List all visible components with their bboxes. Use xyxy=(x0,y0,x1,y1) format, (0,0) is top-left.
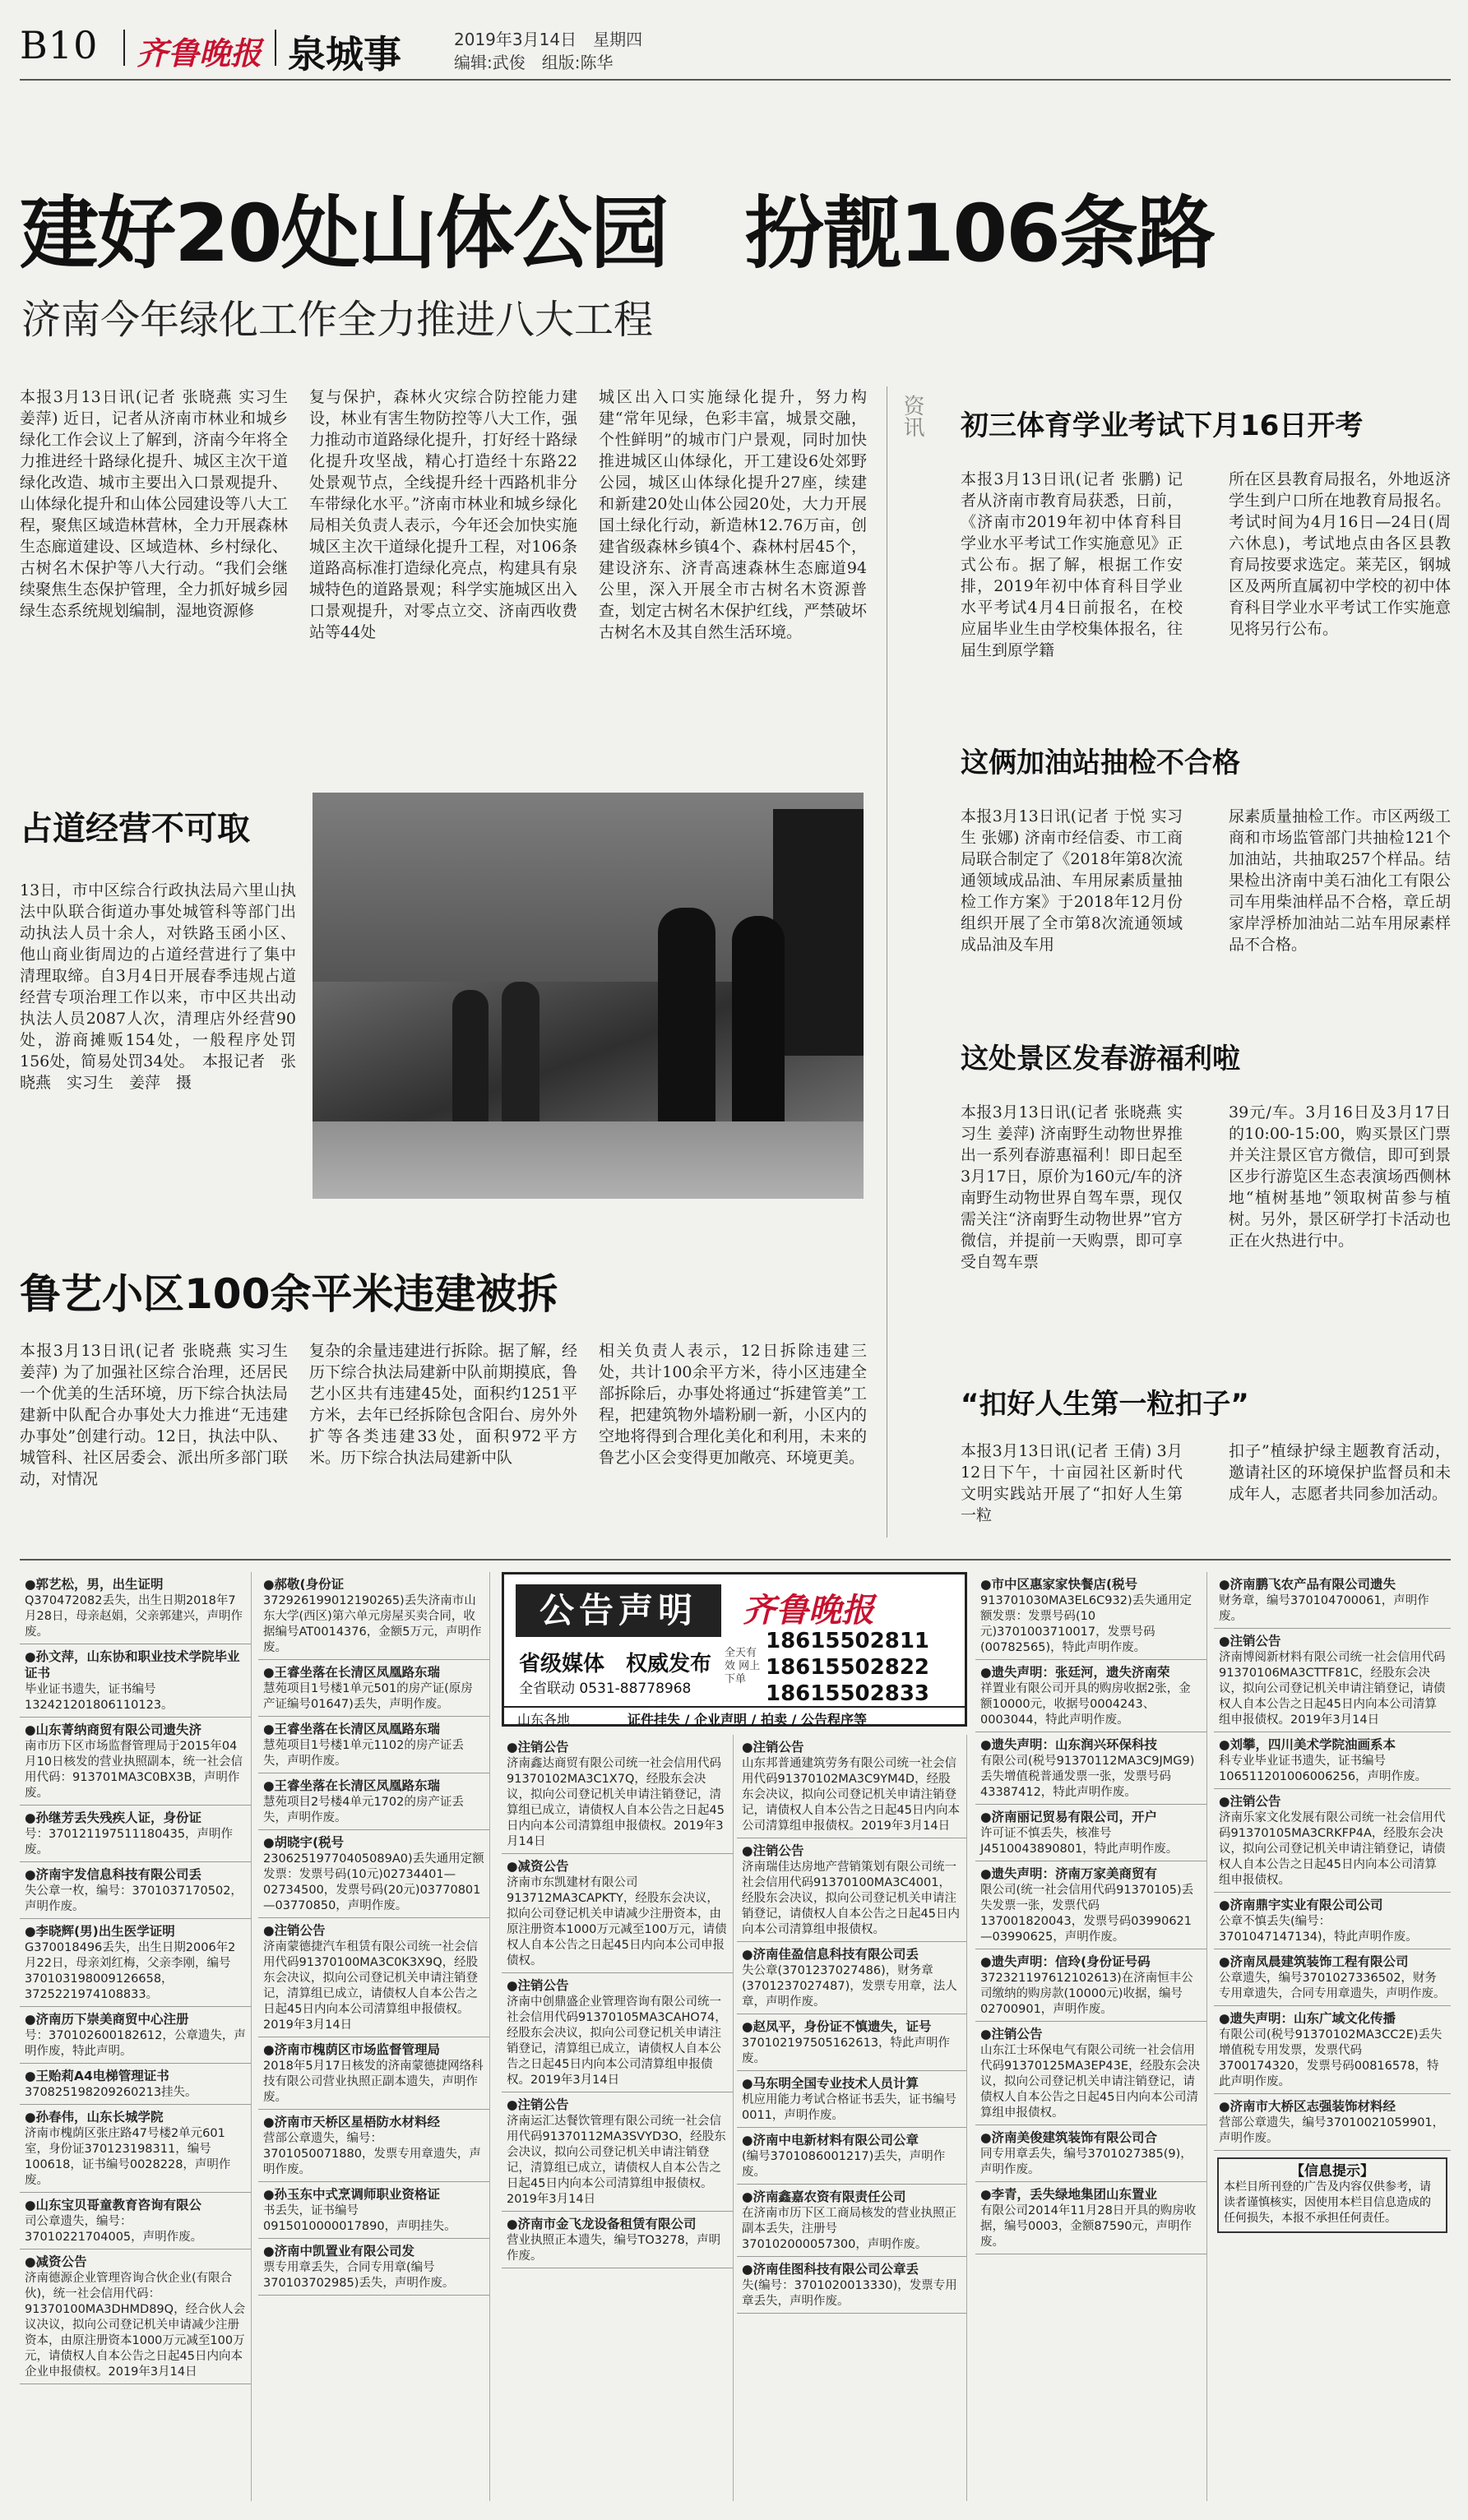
classified-ad xyxy=(737,2257,966,2314)
photo-ground xyxy=(313,1121,864,1199)
classified-ad xyxy=(975,2022,1206,2125)
classified-ad xyxy=(1214,1789,1451,1893)
classified-ad-title: ●遗失声明：信玲(身份证号码 xyxy=(980,1954,1151,1969)
classified-ad xyxy=(737,2185,966,2257)
photo-figure xyxy=(658,908,715,1138)
classified-ad-body: 370825198209260213挂失。 xyxy=(25,2086,197,2099)
classified-ad-title: ●注销公告 xyxy=(507,2097,569,2112)
classified-ad-title: ●济南凤晨建筑装饰工程有限公司 xyxy=(1219,1954,1409,1969)
classified-ad-title: ●注销公告 xyxy=(980,2027,1043,2041)
lead-col-1: 本报3月13日讯(记者 张晓燕 实习生 姜萍) 近日，记者从济南市林业和城乡绿化工作会议上了解到，济南今年将全力推进经十路绿化提升、城区主次干道绿化改造、城市主要出入口景观提升、山体绿化提升和山体公园建设等八大工程，聚焦区域造林营林，全力开展森林生态廊道建设、区域造林、乡村绿化、古树名木保护等八大行动。“我们会继续聚焦生态保护管理，全力抓好城乡园绿生态系统规划编制，湿地资源修 xyxy=(20,388,288,620)
classified-ad-title: ●注销公告 xyxy=(742,1740,804,1755)
classified-ad xyxy=(20,1572,251,1644)
classified-ad-title: ●济南美俊建筑装饰有限公司合 xyxy=(980,2130,1158,2145)
lead-subhead: 济南今年绿化工作全力推进八大工程 xyxy=(21,297,654,343)
classified-ad-title: ●减资公告 xyxy=(507,1859,569,1874)
classified-ad xyxy=(20,1919,251,2007)
classified-ad-title: ●王睿坐落在长清区凤凰路东瑞 xyxy=(263,1778,441,1793)
classified-ad xyxy=(1214,2094,1451,2151)
classified-ad-title: ●遗失声明：张廷河，遗失济南荣 xyxy=(980,1665,1170,1680)
classified-ad-title: ●注销公告 xyxy=(507,1978,569,1993)
luyi-col-2: 复杂的余量违建进行拆除。据了解，经历下综合执法局建新中队前期摸底，鲁艺小区共有违建45处，面积约1251平方米，去年已经拆除包含阳台、房外外扩等各类违建33处，面积972平方米。历下综合执法局建新中队 xyxy=(309,1342,577,1467)
classified-ad-title: ●注销公告 xyxy=(742,1843,804,1858)
paper-logo: 齐鲁晚报 xyxy=(137,35,262,72)
classified-ad-body: 23062519770405089A0)丢失通用定额发票：发票号码(10元)02734401—02734500，发票号码(20元)03770801—03770850，声明作废。 xyxy=(263,1852,484,1912)
classified-ad-body: 失公章一枚，编号：3701037170502，声明作废。 xyxy=(25,1884,243,1913)
classified-ad-body: 有限公司(税号91370102MA3CC2E)丢失增值税专用发票，发票代码3700174320，发票号码00816578，特此声明作废。 xyxy=(1219,2028,1443,2088)
sidebar-item-3-col-1: 本报3月13日讯(记者 张晓燕 实习生 姜萍) 济南野生动物世界推出一系列春游惠福利！即日起至3月17日，原价为160元/车的济南野生动物世界自驾车票，现仅需关注“济南野生动物世界”官方微信，并提前一天购票，即可享受自驾车票 xyxy=(961,1103,1183,1271)
classified-ad-body: 慧苑项目2号楼4单元1702的房产证丢失，声明作废。 xyxy=(263,1796,464,1824)
classified-ad xyxy=(975,1805,1206,1861)
classified-ad xyxy=(502,2092,733,2212)
sidebar-item-1-col-2: 所在区县教育局报名，外地返济学生到户口所在地教育局报名。考试时间为4月16日—24日(周六休息)，考试地点由各区县教育局按要求选定。莱芜区，钢城区及两所直属初中学校的初中体育科目学业水平考试工作实施意见将另行公布。 xyxy=(1229,470,1451,638)
classified-ad-body: 书丢失，证书编号0915010000017890，声明挂失。 xyxy=(263,2204,456,2233)
classified-ad-body: 济南乐家文化发展有限公司统一社会信用代码91370105MA3CRKFP4A，经股东会决议，拟向公司登记机关申请注销登记，请债权人自本公告之日起45日内向本公司清算组申报债权。 xyxy=(1219,1811,1446,1887)
classified-ad-body: 372321197612102613)在济南恒丰公司缴纳的购房款(10000元)收据，编号02700901，声明作废。 xyxy=(980,1972,1193,2016)
classified-ad-title: ●济南鹏飞农产品有限公司遗失 xyxy=(1219,1577,1396,1592)
classified-ad-body: 370102197505162613，特此声明作废。 xyxy=(742,2037,951,2065)
classified-column-3 xyxy=(502,1735,734,2501)
classified-ad-title: ●孙玉东中式烹调师职业资格证 xyxy=(263,2187,441,2202)
classified-ad-body: 许可证不慎丢失，核准号J4510043890801，特此声明作废。 xyxy=(980,1827,1179,1856)
banner-phone-1: 18615502811 xyxy=(766,1629,929,1653)
classified-ad-body: 公章不慎丢失(编号：3701047147134)，特此声明作废。 xyxy=(1219,1915,1418,1944)
classified-ad-title: ●济南市大桥区志强装饰材料经 xyxy=(1219,2099,1396,2114)
masthead-divider xyxy=(275,30,276,66)
classified-ad-title: ●马东明全国专业技术人员计算 xyxy=(742,2076,919,2091)
classified-ad-body: 公章遗失，编号3701027336502，财务专用章遗失，合同专用章遗失，声明作废。 xyxy=(1219,1972,1446,2000)
classified-ad-body: 济南中创鼎盛企业管理咨询有限公司统一社会信用代码91370105MA3CAHO74，经股东会决议，拟向公司登记机关申请注销登记，清算组已成立，请债权人自本公告之日起45日内向本公司清算组申报债权。2019年3月14日 xyxy=(507,1995,727,2087)
classified-ad xyxy=(975,2125,1206,2182)
classified-ad xyxy=(20,2105,251,2193)
classified-ad xyxy=(258,1773,489,1830)
sidebar-item-4-col-1: 本报3月13日讯(记者 王倩) 3月12日下午，十亩园社区新时代文明实践站开展了“扣好人生第一粒 xyxy=(961,1442,1183,1524)
info-box xyxy=(1217,2157,1447,2233)
sidebar-item-2-col-1: 本报3月13日讯(记者 于悦 实习生 张娜) 济南市经信委、市工商局联合制定了《2018年第8次流通领域成品油、车用尿素质量抽检工作方案》于2018年12月份组织开展了全市第8次流通领域成品油及车用 xyxy=(961,807,1183,954)
classified-ad-title: ●注销公告 xyxy=(263,1923,326,1938)
classified-ad xyxy=(258,1830,489,1918)
classified-ad xyxy=(1214,1572,1451,1629)
classified-ad-body: 营业执照正本遗失，编号TO3278，声明作废。 xyxy=(507,2234,721,2263)
classified-ad-title: ●遗失声明：山东润兴环保科技 xyxy=(980,1737,1158,1752)
classified-ad-body: 祥置业有限公司开具的购房收据2张，金额10000元，收据号0004243、0003044，特此声明作废。 xyxy=(980,1682,1191,1727)
classified-ad-title: ●王贻莉A4电梯管理证书 xyxy=(25,2069,169,2083)
classified-ad-body: 票专用章丢失，合同专用章(编号370103702985)丢失，声明作废。 xyxy=(263,2261,455,2290)
classified-ad-title: ●李青，丢失绿地集团山东置业 xyxy=(980,2187,1158,2202)
classified-ad xyxy=(258,2110,489,2182)
classified-ad-title: ●孙继芳丢失残疾人证，身份证 xyxy=(25,1810,202,1825)
classified-ad-body: 慧苑项目1号楼1单元501的房产证(原房产证编号01647)丢失，声明作废。 xyxy=(263,1682,473,1711)
sidebar-headline-1: 初三体育学业考试下月16日开考 xyxy=(961,409,1364,442)
classified-ad xyxy=(975,1660,1206,1732)
classified-ad xyxy=(20,1718,251,1806)
classified-ad-body: 号：370102600182612，公章遗失，声明作废，特此声明。 xyxy=(25,2029,246,2058)
classified-ad-title: ●遗失声明：济南万家美商贸有 xyxy=(980,1866,1158,1881)
classified-ad-body: 913701030MA3EL6C932)丢失通用定额发票：发票号码(10元)3701003710017，发票号码(00782565)，特此声明作废。 xyxy=(980,1594,1192,1654)
banner-phone-2: 18615502822 xyxy=(766,1655,929,1680)
masthead xyxy=(20,20,1451,77)
classified-column-1 xyxy=(20,1572,252,2501)
classified-ad-title: ●胡晓宇(税号 xyxy=(263,1835,345,1850)
classified-ad xyxy=(20,2250,251,2384)
classified-ad-body: 科专业毕业证书遗失，证书编号106511201006006256，声明作废。 xyxy=(1219,1755,1428,1783)
banner-tags: 全天有效 网上下单 xyxy=(725,1647,761,1685)
classified-ad-body: 济南鑫达商贸有限公司统一社会信用代码91370102MA3C1X7Q，经股东会决议，拟向公司登记机关申请注销登记，清算组已成立，请债权人自本公告之日起45日内向本公司清算组申报债权。2019年3月14日 xyxy=(507,1757,725,1848)
classified-ad-body: 司公章遗失，编号：37010221704005，声明作废。 xyxy=(25,2215,203,2244)
classified-ad xyxy=(258,2037,489,2110)
classified-ad xyxy=(737,1838,966,1942)
classified-ad xyxy=(20,2193,251,2250)
classified-ad xyxy=(737,1735,966,1838)
info-box-title: 【信息提示】 xyxy=(1290,2163,1374,2180)
classified-ad-title: ●济南历下崇美商贸中心注册 xyxy=(25,2012,189,2027)
page-number: B10 xyxy=(20,23,99,67)
lead-col-2: 复与保护，森林火灾综合防控能力建设，林业有害生物防控等八大工作，强力推动市道路绿化提升，打好经十路绿化提升攻坚战，精心打造经十东路22处景观节点，全线提升经十西路机非分车带绿化水平。”济南市林业和城乡绿化局相关负责人表示，今年还会加快实施城区主次干道绿化提升工程，对106条道路高标准打造绿化亮点，构建具有泉城特色的道路景观；科学实施城区出入口景观提升，对零点立交、济南西收费站等44处 xyxy=(309,388,577,641)
classified-ad xyxy=(258,2239,489,2296)
luyi-headline: 鲁艺小区100余平米违建被拆 xyxy=(20,1270,558,1318)
classified-ad-body: 2018年5月17日核发的济南蒙德捷网络科技有限公司营业执照正副本遗失，声明作废。 xyxy=(263,2060,484,2104)
classified-ad-title: ●济南市天桥区星梧防水材料经 xyxy=(263,2115,441,2129)
classified-ad-title: ●遗失声明：山东广域文化传播 xyxy=(1219,2011,1396,2026)
classified-ad-title: ●济南市槐荫区市场监督管理局 xyxy=(263,2042,441,2057)
classified-ad-body: 营部公章遗失，编号37010021059901，声明作废。 xyxy=(1219,2116,1445,2145)
classified-ad-title: ●减资公告 xyxy=(25,2254,87,2269)
classified-ad-body: 慧苑项目1号楼1单元1102的房产证丢失，声明作废。 xyxy=(263,1739,464,1768)
sidebar-item-2-col-2: 尿素质量抽检工作。市区两级工商和市场监管部门共抽检121个加油站，共抽取257个样品。结果检出济南中美石油化工有限公司车用柴油样品不合格，章丘胡家岸浮桥加油站二站车用尿素样品不合格。 xyxy=(1229,807,1451,954)
zhandao-headline: 占道经营不可取 xyxy=(20,810,250,848)
classified-ad-title: ●注销公告 xyxy=(1219,1794,1281,1809)
masthead-rule xyxy=(20,79,1451,81)
classified-ad-body: 济南市槐荫区张庄路47号楼2单元601室，身份证370123198311，编号100618，证书编号0028228，声明作废。 xyxy=(25,2127,231,2187)
lead-col-3: 城区出入口实施绿化提升，努力构建“常年见绿，色彩丰富，城景交融，个性鲜明”的城市门户景观，同时加快推进城区山体绿化，开工建设6处郊野公园，城区山体绿化提升27座，续建和新建20处山体公园20处，大力开展国土绿化行动，新造林12.76万亩，创建省级森林乡镇4个、森林村居45个，建设济东、济青高速森林生态廊道94公里，深入开展全市古树名木资源普查，划定古树名木保护红线，严禁破坏古树名木及其自然生活环境。 xyxy=(599,388,867,641)
classified-ad xyxy=(737,1942,966,2014)
sidebar-item-1-col-1: 本报3月13日讯(记者 张鹏) 记者从济南市教育局获悉，日前，《济南市2019年初中体育科目学业水平考试工作实施意见》正式公布。据了解，根据工作安排，2019年初中体育科目学业水平考试4月4日前报名，在校应届毕业生由学校集体报名，往届生到原学籍 xyxy=(961,470,1183,659)
classified-ad xyxy=(20,1644,251,1718)
classified-ad-title: ●赵凤平，身份证不慎遗失，证号 xyxy=(742,2019,932,2034)
classified-ad xyxy=(258,1918,489,2037)
classified-ad xyxy=(258,1717,489,1773)
classified-ad-body: 营部公章遗失，编号：3701050071880，发票专用章遗失，声明作废。 xyxy=(263,2132,481,2176)
photo-figure xyxy=(502,982,540,1130)
classified-ad-title: ●济南中凯置业有限公司发 xyxy=(263,2244,415,2259)
classified-ad-title: ●注销公告 xyxy=(507,1740,569,1755)
sidebar-item-4-col-2: 扣子”植绿护绿主题教育活动，邀请社区的环境保护监督员和未成年人，志愿者共同参加活动。 xyxy=(1229,1442,1451,1503)
photo-shutter xyxy=(773,809,864,1056)
sidebar-headline-2: 这俩加油站抽检不合格 xyxy=(961,747,1240,779)
classified-ad-title: ●孙春伟，山东长城学院 xyxy=(25,2110,164,2125)
classified-ad-body: 山东邦普通建筑劳务有限公司统一社会信用代码91370102MA3C9YM4D，经股东会决议，拟向公司登记机关申请注销登记，请债权人自本公告之日起45日内向本公司清算组申报债权。2019年3月14日 xyxy=(742,1757,960,1833)
enforcement-photo xyxy=(313,793,864,1199)
classified-ad-title: ●济南鼎宇实业有限公司公司 xyxy=(1219,1898,1383,1912)
classified-ad-body: 号：370121197511180435，声明作废。 xyxy=(25,1828,234,1856)
classified-ad-body: 有限公司2014年11月28日开具的购房收据，编号0003，金额87590元，声明作废。 xyxy=(980,2204,1197,2249)
classified-ad xyxy=(975,1949,1206,2022)
classified-ad-body: 济南瑞佳达房地产营销策划有限公司统一社会信用代码91370100MA3C4001，经股东会决议，拟向公司登记机关申请注销登记，请债权人自本公告之日起45日内向本公司清算组申报债权。 xyxy=(742,1861,960,1936)
classified-ad xyxy=(1214,1732,1451,1789)
banner-title-box xyxy=(516,1584,721,1637)
classified-ad-body: 失(编号：3701020013330)，发票专用章丢失，声明作废。 xyxy=(742,2279,957,2308)
classified-ad-title: ●郭艺松，男，出生证明 xyxy=(25,1577,164,1592)
classified-ad-title: ●山东菁纳商贸有限公司遗失济 xyxy=(25,1722,202,1737)
classified-ad-title: ●郝敬(身份证 xyxy=(263,1577,345,1592)
luyi-col-1: 本报3月13日讯(记者 张晓燕 实习生 姜萍) 为了加强社区综合治理，还居民一个优美的生活环境，历下综合执法局建新中队配合办事处大力推进“无违建办事处”创建行动。12日，执法中队、城管科、社区居委会、派出所多部门联动，对情况 xyxy=(20,1342,288,1488)
classified-ad xyxy=(258,1572,489,1660)
classified-ad xyxy=(975,2182,1206,2254)
classified-ad-body: 失公章(3701237027486)，财务章(3701237027487)，发票专用章，法人章，声明作废。 xyxy=(742,1964,957,2009)
classified-ad-title: ●济南市金飞龙设备租赁有限公司 xyxy=(507,2217,697,2231)
banner-title: 公告声明 xyxy=(539,1590,697,1630)
classified-ad-body: 372926199012190265)丢失济南市山东大学(西区)第六单元房屋买卖合同，收据编号AT0014376，金额5万元，声明作废。 xyxy=(263,1594,482,1654)
classified-ad xyxy=(20,1862,251,1919)
sidebar-item-3-col-2: 39元/车。3月16日及3月17日的10:00-15:00，购买景区门票并关注景区官方微信，即可到景区步行游览区生态表演场西侧林地“植树基地”领取树苗参与植树。另外，景区研学打卡活动也正在火热进行中。 xyxy=(1229,1103,1451,1250)
classified-ad-body: 济南博阅新材料有限公司统一社会信用代码91370106MA3CTTF81C，经股东会决议，拟向公司登记机关申请注销登记，请债权人自本公告之日起45日内向本公司清算组申报债权。2019年3月14日 xyxy=(1219,1651,1446,1727)
classified-column-4 xyxy=(737,1735,967,2501)
classified-ad-title: ●济南宇发信息科技有限公司丢 xyxy=(25,1867,202,1882)
classified-ad-body: 济南运汇达餐饮管理有限公司统一社会信用代码91370112MA3SVYD3O，经股东会决议，拟向公司登记机关申请注销登记，清算组已成立，请债权人自本公告之日起45日内向本公司清算组申报债权。2019年3月14日 xyxy=(507,2115,726,2206)
classified-ad-title: ●济南丽记贸易有限公司，开户 xyxy=(980,1810,1158,1824)
banner-hotline: 全省联动 0531-88778968 xyxy=(519,1681,692,1697)
banner-paper-logo: 齐鲁晚报 xyxy=(743,1591,874,1630)
classified-ad xyxy=(1214,1893,1451,1949)
banner-footer xyxy=(504,1706,965,1727)
classified-ad xyxy=(20,2007,251,2064)
classified-ad-title: ●济南中电新材料有限公司公章 xyxy=(742,2133,919,2148)
photo-figure xyxy=(732,916,785,1138)
zhandao-body: 13日，市中区综合行政执法局六里山执法中队联合街道办事处城管科等部门出动执法人员十余人，对铁路玉函小区、他山商业街周边的占道经营进行了集中清理取缔。自3月4日开展春季违规占道经营专项治理工作以来，市中区共出动执法人员2087人次，清理店外经营90处，游商摊贩154处，一般程序处罚156处，简易处罚34处。 本报记者 张晓燕 实习生 姜萍 摄 xyxy=(20,881,296,1092)
classifieds-rule xyxy=(20,1559,1451,1561)
classified-ad-title: ●李晓辉(男)出生医学证明 xyxy=(25,1924,175,1939)
classified-ad xyxy=(258,2182,489,2239)
classified-ad xyxy=(975,1732,1206,1805)
classified-ad-title: ●孙文萍，山东协和职业技术学院毕业证书 xyxy=(25,1649,240,1681)
classified-ad xyxy=(975,1572,1206,1660)
info-box-body: 本栏目所刊登的广告及内容仅供参考，请读者谨慎核实，因使用本栏目信息造成的任何损失，本报不承担任何责任。 xyxy=(1224,2180,1431,2225)
classified-ad-title: ●济南佳盈信息科技有限公司丢 xyxy=(742,1947,919,1962)
classified-column-2 xyxy=(258,1572,490,2501)
classified-ad-body: 有限公司(税号91370112MA3C9JMG9)丢失增值税普通发票一张，发票号码43387412，特此声明作废。 xyxy=(980,1755,1195,1799)
classified-ad-title: ●注销公告 xyxy=(1219,1634,1281,1648)
classified-ad-body: 济南德源企业管理咨询合伙企业(有限合伙)，统一社会信用代码：91370100MA3DHMD89Q，经合伙人会议决议，拟向公司登记机关申请减少注册资本，由原注册资本1000万元减至100万元，请债权人自本公告之日起45日内向本企业申报债权。2019年3月14日 xyxy=(25,2272,246,2379)
classified-ad xyxy=(737,2014,966,2071)
lead-headline: 建好20处山体公园 扮靓106条路 xyxy=(20,187,1214,280)
classified-ad-title: ●市中区惠家家快餐店(税号 xyxy=(980,1577,1138,1592)
classified-ad xyxy=(737,2128,966,2185)
classified-ad-body: Q370472082丢失，出生日期2018年7月28日，母亲赵娟，父亲郭建兴，声明作废。 xyxy=(25,1594,243,1639)
classified-ad-body: G370018496丢失，出生日期2006年2月22日，母亲刘红梅，父亲李刚，编号370103198009126658，3725221974108833。 xyxy=(25,1941,236,2001)
classified-ad xyxy=(737,2071,966,2128)
photo-figure xyxy=(452,990,489,1130)
classified-ad xyxy=(975,1861,1206,1949)
classified-ad-body: 财务章，编号370104700061，声明作废。 xyxy=(1219,1594,1429,1623)
classified-ad-body: (编号3701086001217)丢失，声明作废。 xyxy=(742,2150,946,2179)
classified-ad-title: ●刘攀，四川美术学院油画系本 xyxy=(1219,1737,1396,1752)
classified-ad xyxy=(502,1735,733,1854)
classified-ad-body: 南市历下区市场监督管理局于2015年04月10日核发的营业执照副本，统一社会信用代码：913701MA3C0BX3B，声明作废。 xyxy=(25,1740,243,1800)
banner-services: 证件挂失 / 企业声明 / 拍卖 / 公告程序等 xyxy=(627,1712,867,1727)
classified-ad-body: 济南蒙德捷汽车租赁有限公司统一社会信用代码91370100MA3C0K3X9Q，经股东会决议，拟向公司登记机关申请注销登记，清算组已成立，请债权人自本公告之日起45日内向本公司清算组申报债权。2019年3月14日 xyxy=(263,1940,479,2032)
sidebar-headline-3: 这处景区发春游福利啦 xyxy=(961,1043,1240,1075)
classified-ad xyxy=(1214,2006,1451,2094)
sidebar-headline-4: “扣好人生第一粒扣子” xyxy=(961,1388,1249,1421)
notice-ad-banner xyxy=(502,1572,967,1727)
classified-ad xyxy=(502,1973,733,2092)
banner-region: 山东各地 xyxy=(517,1712,571,1727)
classified-ad-title: ●王睿坐落在长清区凤凰路东瑞 xyxy=(263,1665,441,1680)
sidebar-label: 资讯 xyxy=(900,395,924,437)
classified-ad xyxy=(20,2064,251,2105)
classified-ad-title: ●济南鑫嘉农资有限责任公司 xyxy=(742,2189,906,2204)
banner-slogan: 省级媒体 权威发布 xyxy=(519,1652,712,1676)
classified-ad xyxy=(258,1660,489,1717)
banner-phone-3: 18615502833 xyxy=(766,1681,929,1706)
classified-ad-title: ●山东宝贝哥童教育咨询有限公 xyxy=(25,2198,202,2213)
classified-ad-title: ●济南佳图科技有限公司公章丢 xyxy=(742,2262,919,2277)
classified-ad xyxy=(1214,1629,1451,1732)
classified-ad xyxy=(1214,1949,1451,2006)
classified-column-5 xyxy=(975,1572,1207,2501)
section-title: 泉城事 xyxy=(288,32,401,76)
editors: 编辑:武俊 组版:陈华 xyxy=(454,53,614,72)
classified-column-6 xyxy=(1214,1572,1451,2501)
classified-ad-title: ●王睿坐落在长清区凤凰路东瑞 xyxy=(263,1722,441,1736)
classified-ad-body: 限公司(统一社会信用代码91370105)丢失发票一张，发票代码137001820043，发票号码03990621—03990625，声明作废。 xyxy=(980,1884,1194,1944)
classified-ad xyxy=(502,2212,733,2268)
classified-ad-body: 山东江士环保电气有限公司统一社会信用代码91370125MA3EP43E，经股东会决议，拟向公司登记机关申请注销登记，请债权人自本公告之日起45日内向本公司清算组申报债权。 xyxy=(980,2044,1200,2120)
classified-ad-body: 济南市东凯建材有限公司913712MA3CAPKTY，经股东会决议，拟向公司登记机关申请减少注册资本，由原注册资本1000万元减至100万元，请债权人自本公告之日起45日内向本公司申报债权。 xyxy=(507,1876,727,1967)
classified-ad-body: 在济南市历下区工商局核发的营业执照正副本丢失，注册号370102000057300，声明作废。 xyxy=(742,2207,956,2251)
classified-ad xyxy=(502,1854,733,1973)
classified-ad-body: 机应用能力考试合格证书丢失，证书编号0011，声明作废。 xyxy=(742,2093,956,2122)
classified-ad-body: 同专用章丢失，编号3701027385(9)，声明作废。 xyxy=(980,2148,1192,2176)
classified-ad-body: 毕业证书遗失，证书编号132421201806110123。 xyxy=(25,1683,174,1712)
masthead-divider xyxy=(123,30,125,66)
classified-ad xyxy=(20,1806,251,1862)
luyi-col-3: 相关负责人表示，12日拆除违建三处，共计100余平方米，待小区违建全部拆除后，办事处将通过“拆建管美”工程，把建筑物外墙粉刷一新，小区内的空地将得到合理化美化和利用，未来的鲁艺小区会变得更加敞亮、环境更美。 xyxy=(599,1342,867,1467)
issue-date: 2019年3月14日 星期四 xyxy=(454,30,643,49)
